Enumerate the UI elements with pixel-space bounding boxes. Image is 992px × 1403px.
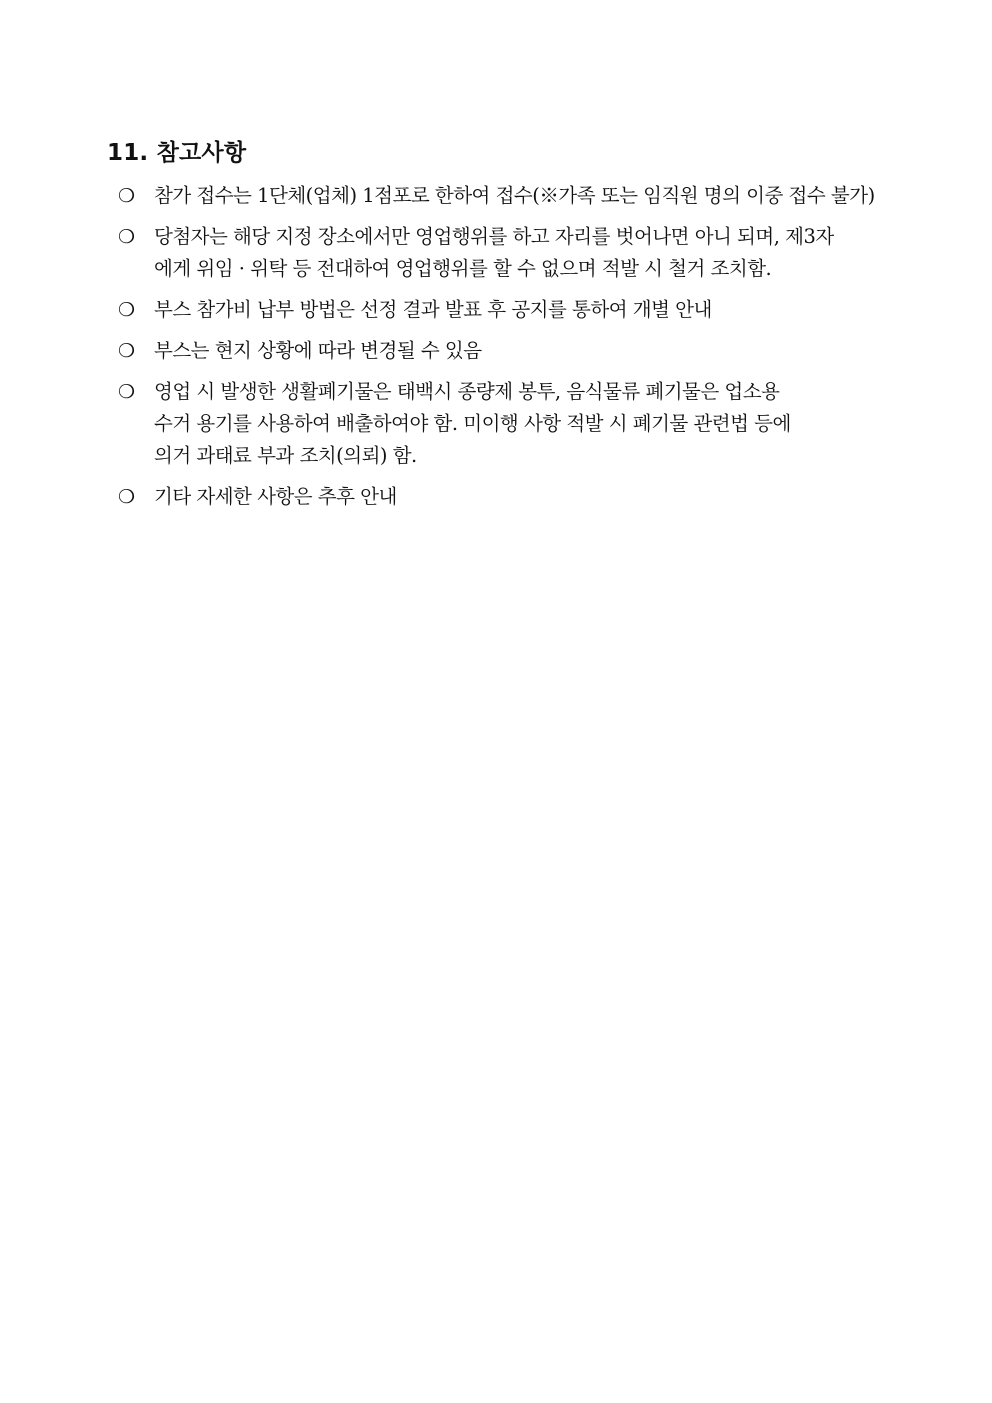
text-line: 수거 용기를 사용하여 배출하여야 함. 미이행 사항 적발 시 폐기물 관련법 등에 [154, 412, 791, 435]
text-line: 에게 위임 · 위탁 등 전대하여 영업행위를 할 수 없으며 적발 시 철거 조치함. [154, 257, 772, 280]
notice-list [118, 180, 918, 522]
section-heading [107, 138, 246, 168]
text-line: 부스는 현지 상황에 따라 변경될 수 있음 [154, 339, 482, 362]
list-item [118, 376, 918, 472]
list-item [118, 180, 918, 212]
circle-bullet-icon: ❍ [118, 226, 136, 248]
list-item-text [154, 376, 918, 472]
list-item [118, 335, 918, 367]
circle-bullet-icon: ❍ [118, 299, 136, 321]
circle-bullet-icon: ❍ [118, 185, 136, 207]
circle-bullet-icon: ❍ [118, 340, 136, 362]
list-item-text [154, 481, 918, 513]
section-number: 11. [107, 140, 149, 166]
text-line: 당첨자는 해당 지정 장소에서만 영업행위를 하고 자리를 벗어나면 아니 되며, 제3자 [154, 225, 834, 248]
list-item-text [154, 221, 918, 285]
list-item [118, 294, 918, 326]
list-item-text [154, 294, 918, 326]
text-line: 부스 참가비 납부 방법은 선정 결과 발표 후 공지를 통하여 개별 안내 [154, 298, 712, 321]
circle-bullet-icon: ❍ [118, 381, 136, 403]
circle-bullet-icon: ❍ [118, 486, 136, 508]
list-item-text [154, 180, 918, 212]
text-line: 참가 접수는 1단체(업체) 1점포로 한하여 접수(※가족 또는 임직원 명의 이중 접수 불가) [154, 184, 875, 207]
list-item [118, 221, 918, 285]
list-item [118, 481, 918, 513]
text-line: 기타 자세한 사항은 추후 안내 [154, 485, 397, 508]
list-item-text [154, 335, 918, 367]
text-line: 영업 시 발생한 생활폐기물은 태백시 종량제 봉투, 음식물류 폐기물은 업소용 [154, 380, 780, 403]
section-title: 참고사항 [156, 140, 247, 166]
text-line: 의거 과태료 부과 조치(의뢰) 함. [154, 444, 417, 467]
